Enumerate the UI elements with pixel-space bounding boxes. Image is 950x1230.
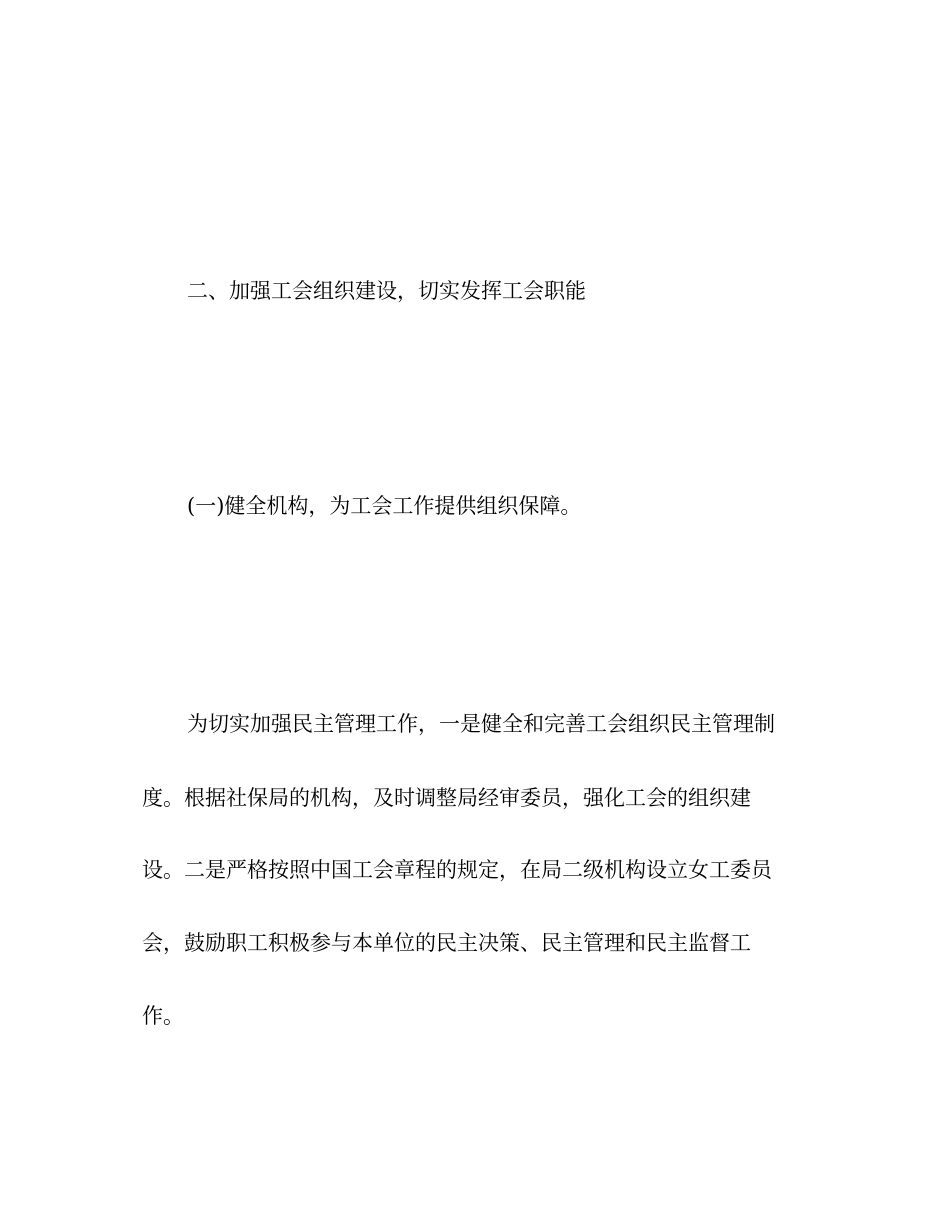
paragraph-line: 度。根据社保局的机构，及时调整局经审委员，强化工会的组织建 xyxy=(142,786,751,810)
section-heading: 二、加强工会组织建设，切实发挥工会职能 xyxy=(187,279,586,303)
paragraph-line: 设。二是严格按照中国工会章程的规定，在局二级机构设立女工委员 xyxy=(142,858,772,882)
paragraph-line: 会，鼓励职工积极参与本单位的民主决策、民主管理和民主监督工 xyxy=(142,931,751,955)
paragraph-line: 为切实加强民主管理工作，一是健全和完善工会组织民主管理制 xyxy=(187,712,775,736)
paragraph-line: 作。 xyxy=(142,1004,184,1028)
subsection-heading: (一)健全机构，为工会工作提供组织保障。 xyxy=(187,494,582,518)
